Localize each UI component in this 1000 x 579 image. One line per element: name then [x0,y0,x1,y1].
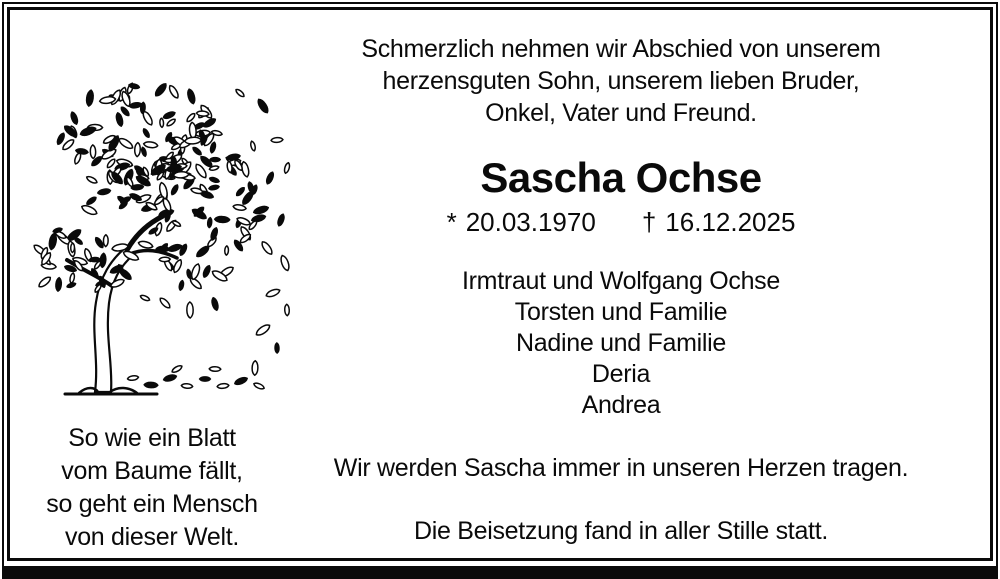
falling-leaves-tree-illustration [15,48,305,408]
poem-line: vom Baume fällt, [61,457,243,485]
birth-date-group [447,207,596,237]
opening-line: Schmerzlich nehmen wir Abschied von unserem [361,35,881,63]
mourner-line: Deria [591,360,651,388]
opening-paragraph [315,33,927,129]
poem-line: von dieser Welt. [65,523,239,551]
mourner-line: Irmtraut und Wolfgang Ochse [462,267,780,295]
death-cross-symbol: † [641,207,657,237]
mourner-line: Andrea [581,391,661,419]
birth-star-symbol: * [446,207,457,237]
death-date-group [642,207,796,237]
mourner-line: Nadine und Familie [516,329,726,357]
opening-line: Onkel, Vater und Freund. [485,99,757,127]
tree-icon [15,48,305,408]
poem [18,422,286,554]
birth-date: 20.03.1970 [465,207,596,237]
poem-line: So wie ein Blatt [68,424,236,452]
mourners-list [315,266,927,421]
death-date: 16.12.2025 [665,207,796,237]
life-dates [315,207,927,237]
burial-note: Die Beisetzung fand in aller Stille statt. [413,517,828,545]
remembrance-line: Wir werden Sascha immer in unseren Herzen tragen. [333,454,909,482]
opening-line: herzensguten Sohn, unserem lieben Bruder, [382,67,860,95]
notice-text-column [315,0,927,579]
poem-line: so geht ein Mensch [46,490,258,518]
deceased-name: Sascha Ochse [480,154,762,201]
mourner-line: Torsten und Familie [514,298,728,326]
